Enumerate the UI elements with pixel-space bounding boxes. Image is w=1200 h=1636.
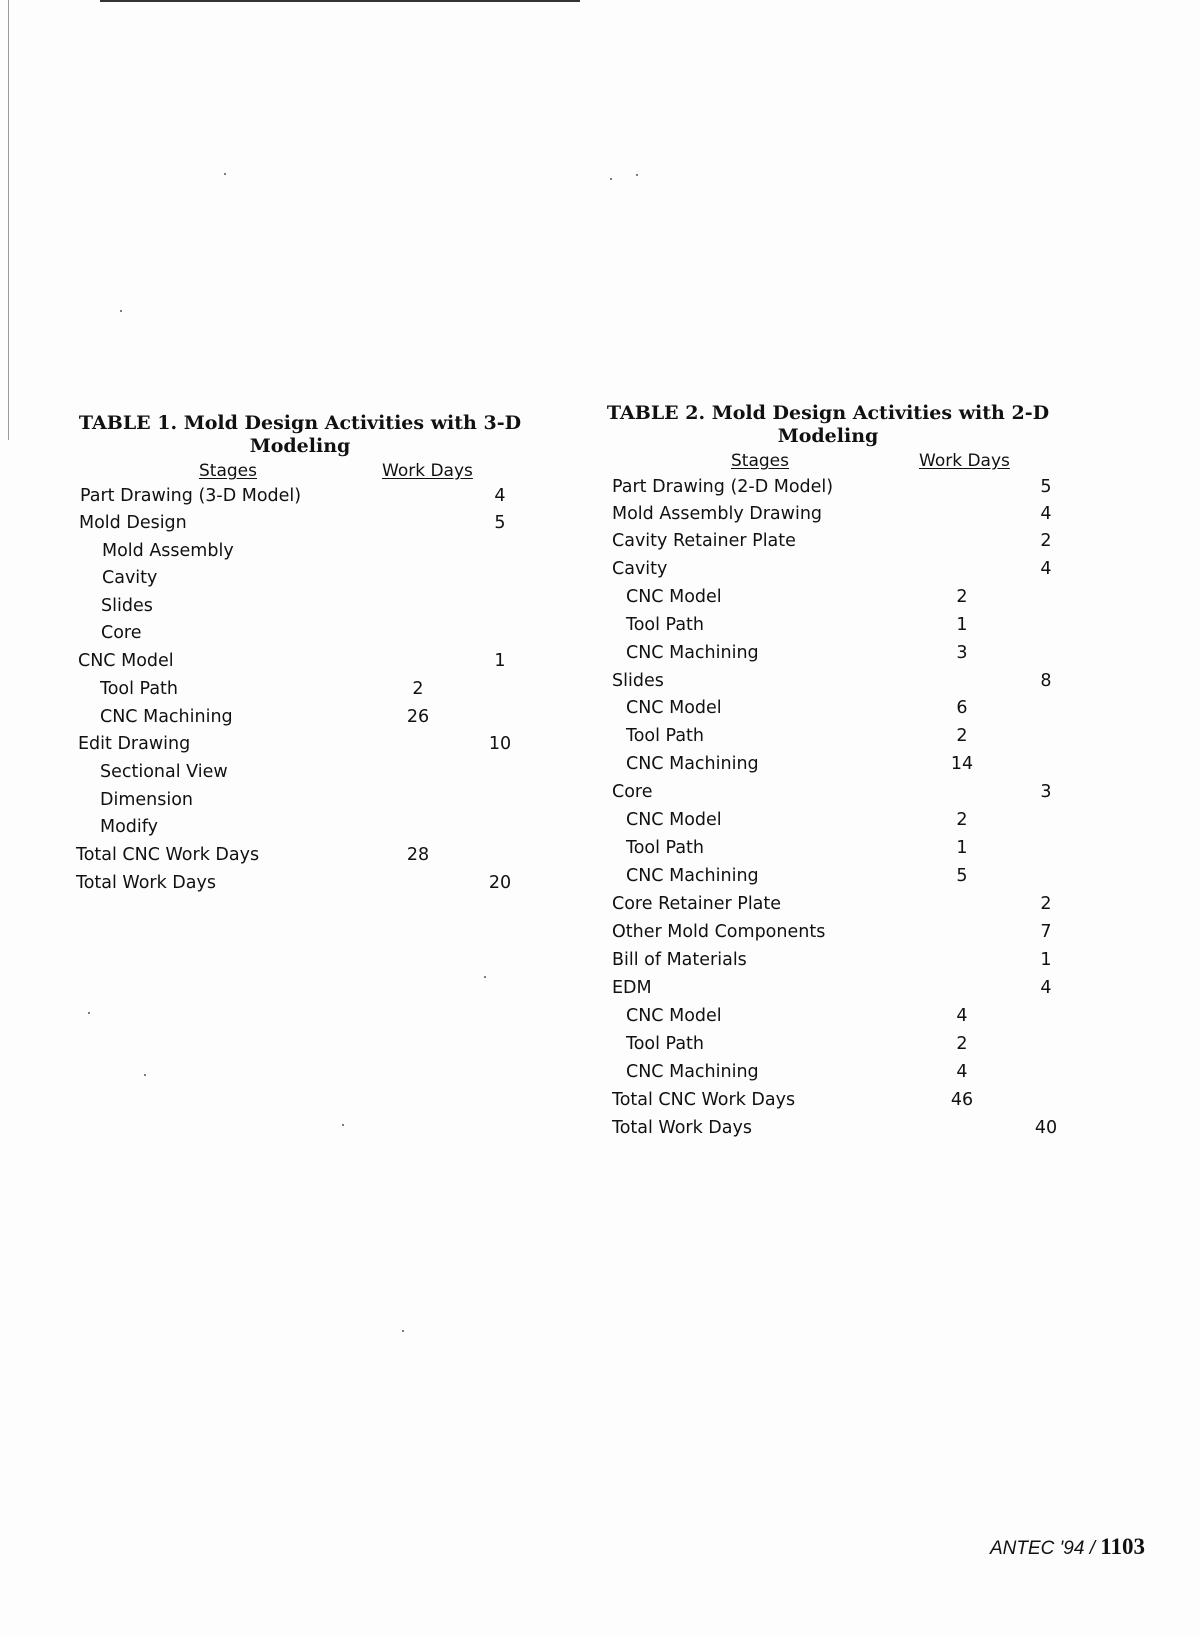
stage-label: CNC Machining: [100, 707, 233, 727]
total-work-days-value: 7: [1040, 922, 1052, 942]
left-edge-rule: [8, 0, 9, 440]
total-work-days-value: 20: [488, 873, 512, 893]
cnc-work-days-value: 2: [956, 587, 968, 607]
stage-label: Mold Assembly Drawing: [612, 504, 823, 524]
scan-speck: [610, 178, 612, 180]
stage-label: Tool Path: [626, 838, 704, 858]
total-work-days-value: 40: [1034, 1118, 1058, 1138]
total-work-days-value: 1: [494, 651, 506, 671]
table-2-stages-header: Stages: [731, 451, 789, 471]
stage-label: Part Drawing (3-D Model): [80, 486, 302, 506]
table-2-title-line-1: TABLE 2. Mold Design Activities with 2-D: [606, 402, 1050, 424]
stage-label: Other Mold Components: [612, 922, 826, 942]
total-work-days-value: 4: [1040, 559, 1052, 579]
stage-label: CNC Machining: [626, 866, 759, 886]
cnc-work-days-value: 46: [950, 1090, 974, 1110]
stage-label: Cavity: [102, 568, 158, 588]
stage-label: Core: [101, 623, 142, 643]
total-work-days-value: 2: [1040, 531, 1052, 551]
table-1-title-line-2: Modeling: [249, 435, 351, 457]
cnc-work-days-value: 2: [956, 1034, 968, 1054]
page-number: 1103: [1100, 1534, 1146, 1559]
table-1-stages-header: Stages: [199, 461, 257, 481]
stage-label: Slides: [612, 671, 664, 691]
stage-label: CNC Model: [626, 587, 722, 607]
stage-label: Tool Path: [100, 679, 178, 699]
stage-label: Dimension: [100, 790, 194, 810]
stage-label: Cavity: [612, 559, 668, 579]
total-work-days-value: 8: [1040, 671, 1052, 691]
stage-label: CNC Machining: [626, 643, 759, 663]
total-work-days-value: 4: [1040, 978, 1052, 998]
table-1-workdays-header: Work Days: [382, 461, 473, 481]
cnc-work-days-value: 1: [956, 615, 968, 635]
cnc-work-days-value: 2: [956, 726, 968, 746]
stage-label: CNC Model: [626, 810, 722, 830]
table-1-title: [40, 412, 560, 458]
scan-speck: [402, 1330, 404, 1332]
scan-speck: [120, 310, 122, 312]
stage-label: Bill of Materials: [612, 950, 747, 970]
stage-label: Sectional View: [100, 762, 228, 782]
scan-speck: [342, 1124, 344, 1126]
total-work-days-value: 4: [494, 486, 506, 506]
stage-label: Mold Design: [79, 513, 187, 533]
cnc-work-days-value: 26: [406, 707, 430, 727]
table-2-title: [568, 402, 1088, 448]
scan-speck: [484, 976, 486, 978]
stage-label: Part Drawing (2-D Model): [612, 477, 834, 497]
scan-speck: [144, 1074, 146, 1076]
cnc-work-days-value: 4: [956, 1006, 968, 1026]
total-work-days-value: 4: [1040, 504, 1052, 524]
stage-label: CNC Model: [626, 698, 722, 718]
stage-label: Tool Path: [626, 1034, 704, 1054]
scan-speck: [88, 1012, 90, 1014]
stage-label: EDM: [612, 978, 652, 998]
cnc-work-days-value: 2: [412, 679, 424, 699]
stage-label: Tool Path: [626, 726, 704, 746]
stage-label: Slides: [101, 596, 153, 616]
cnc-work-days-value: 28: [406, 845, 430, 865]
stage-label: Total Work Days: [612, 1118, 752, 1138]
stage-label: Core: [612, 782, 653, 802]
stage-label: CNC Machining: [626, 1062, 759, 1082]
total-work-days-value: 1: [1040, 950, 1052, 970]
stage-label: Total Work Days: [76, 873, 216, 893]
total-work-days-value: 2: [1040, 894, 1052, 914]
top-edge-rule: [100, 0, 580, 2]
table-2-workdays-header: Work Days: [919, 451, 1010, 471]
page-footer: [990, 1534, 1145, 1560]
scan-speck: [636, 174, 638, 176]
stage-label: Modify: [100, 817, 158, 837]
cnc-work-days-value: 2: [956, 810, 968, 830]
table-2-title-line-2: Modeling: [777, 425, 879, 447]
conference-name: ANTEC '94 /: [990, 1538, 1101, 1559]
total-work-days-value: 5: [1040, 477, 1052, 497]
stage-label: Tool Path: [626, 615, 704, 635]
cnc-work-days-value: 6: [956, 698, 968, 718]
stage-label: Core Retainer Plate: [612, 894, 782, 914]
total-work-days-value: 5: [494, 513, 506, 533]
stage-label: Total CNC Work Days: [612, 1090, 796, 1110]
stage-label: CNC Model: [78, 651, 174, 671]
cnc-work-days-value: 14: [950, 754, 974, 774]
stage-label: Cavity Retainer Plate: [612, 531, 796, 551]
total-work-days-value: 10: [488, 734, 512, 754]
cnc-work-days-value: 1: [956, 838, 968, 858]
cnc-work-days-value: 4: [956, 1062, 968, 1082]
cnc-work-days-value: 5: [956, 866, 968, 886]
scan-speck: [224, 173, 226, 175]
stage-label: CNC Model: [626, 1006, 722, 1026]
stage-label: Edit Drawing: [78, 734, 191, 754]
total-work-days-value: 3: [1040, 782, 1052, 802]
table-1-title-line-1: TABLE 1. Mold Design Activities with 3-D: [78, 412, 522, 434]
stage-label: CNC Machining: [626, 754, 759, 774]
cnc-work-days-value: 3: [956, 643, 968, 663]
stage-label: Total CNC Work Days: [76, 845, 260, 865]
stage-label: Mold Assembly: [102, 541, 234, 561]
